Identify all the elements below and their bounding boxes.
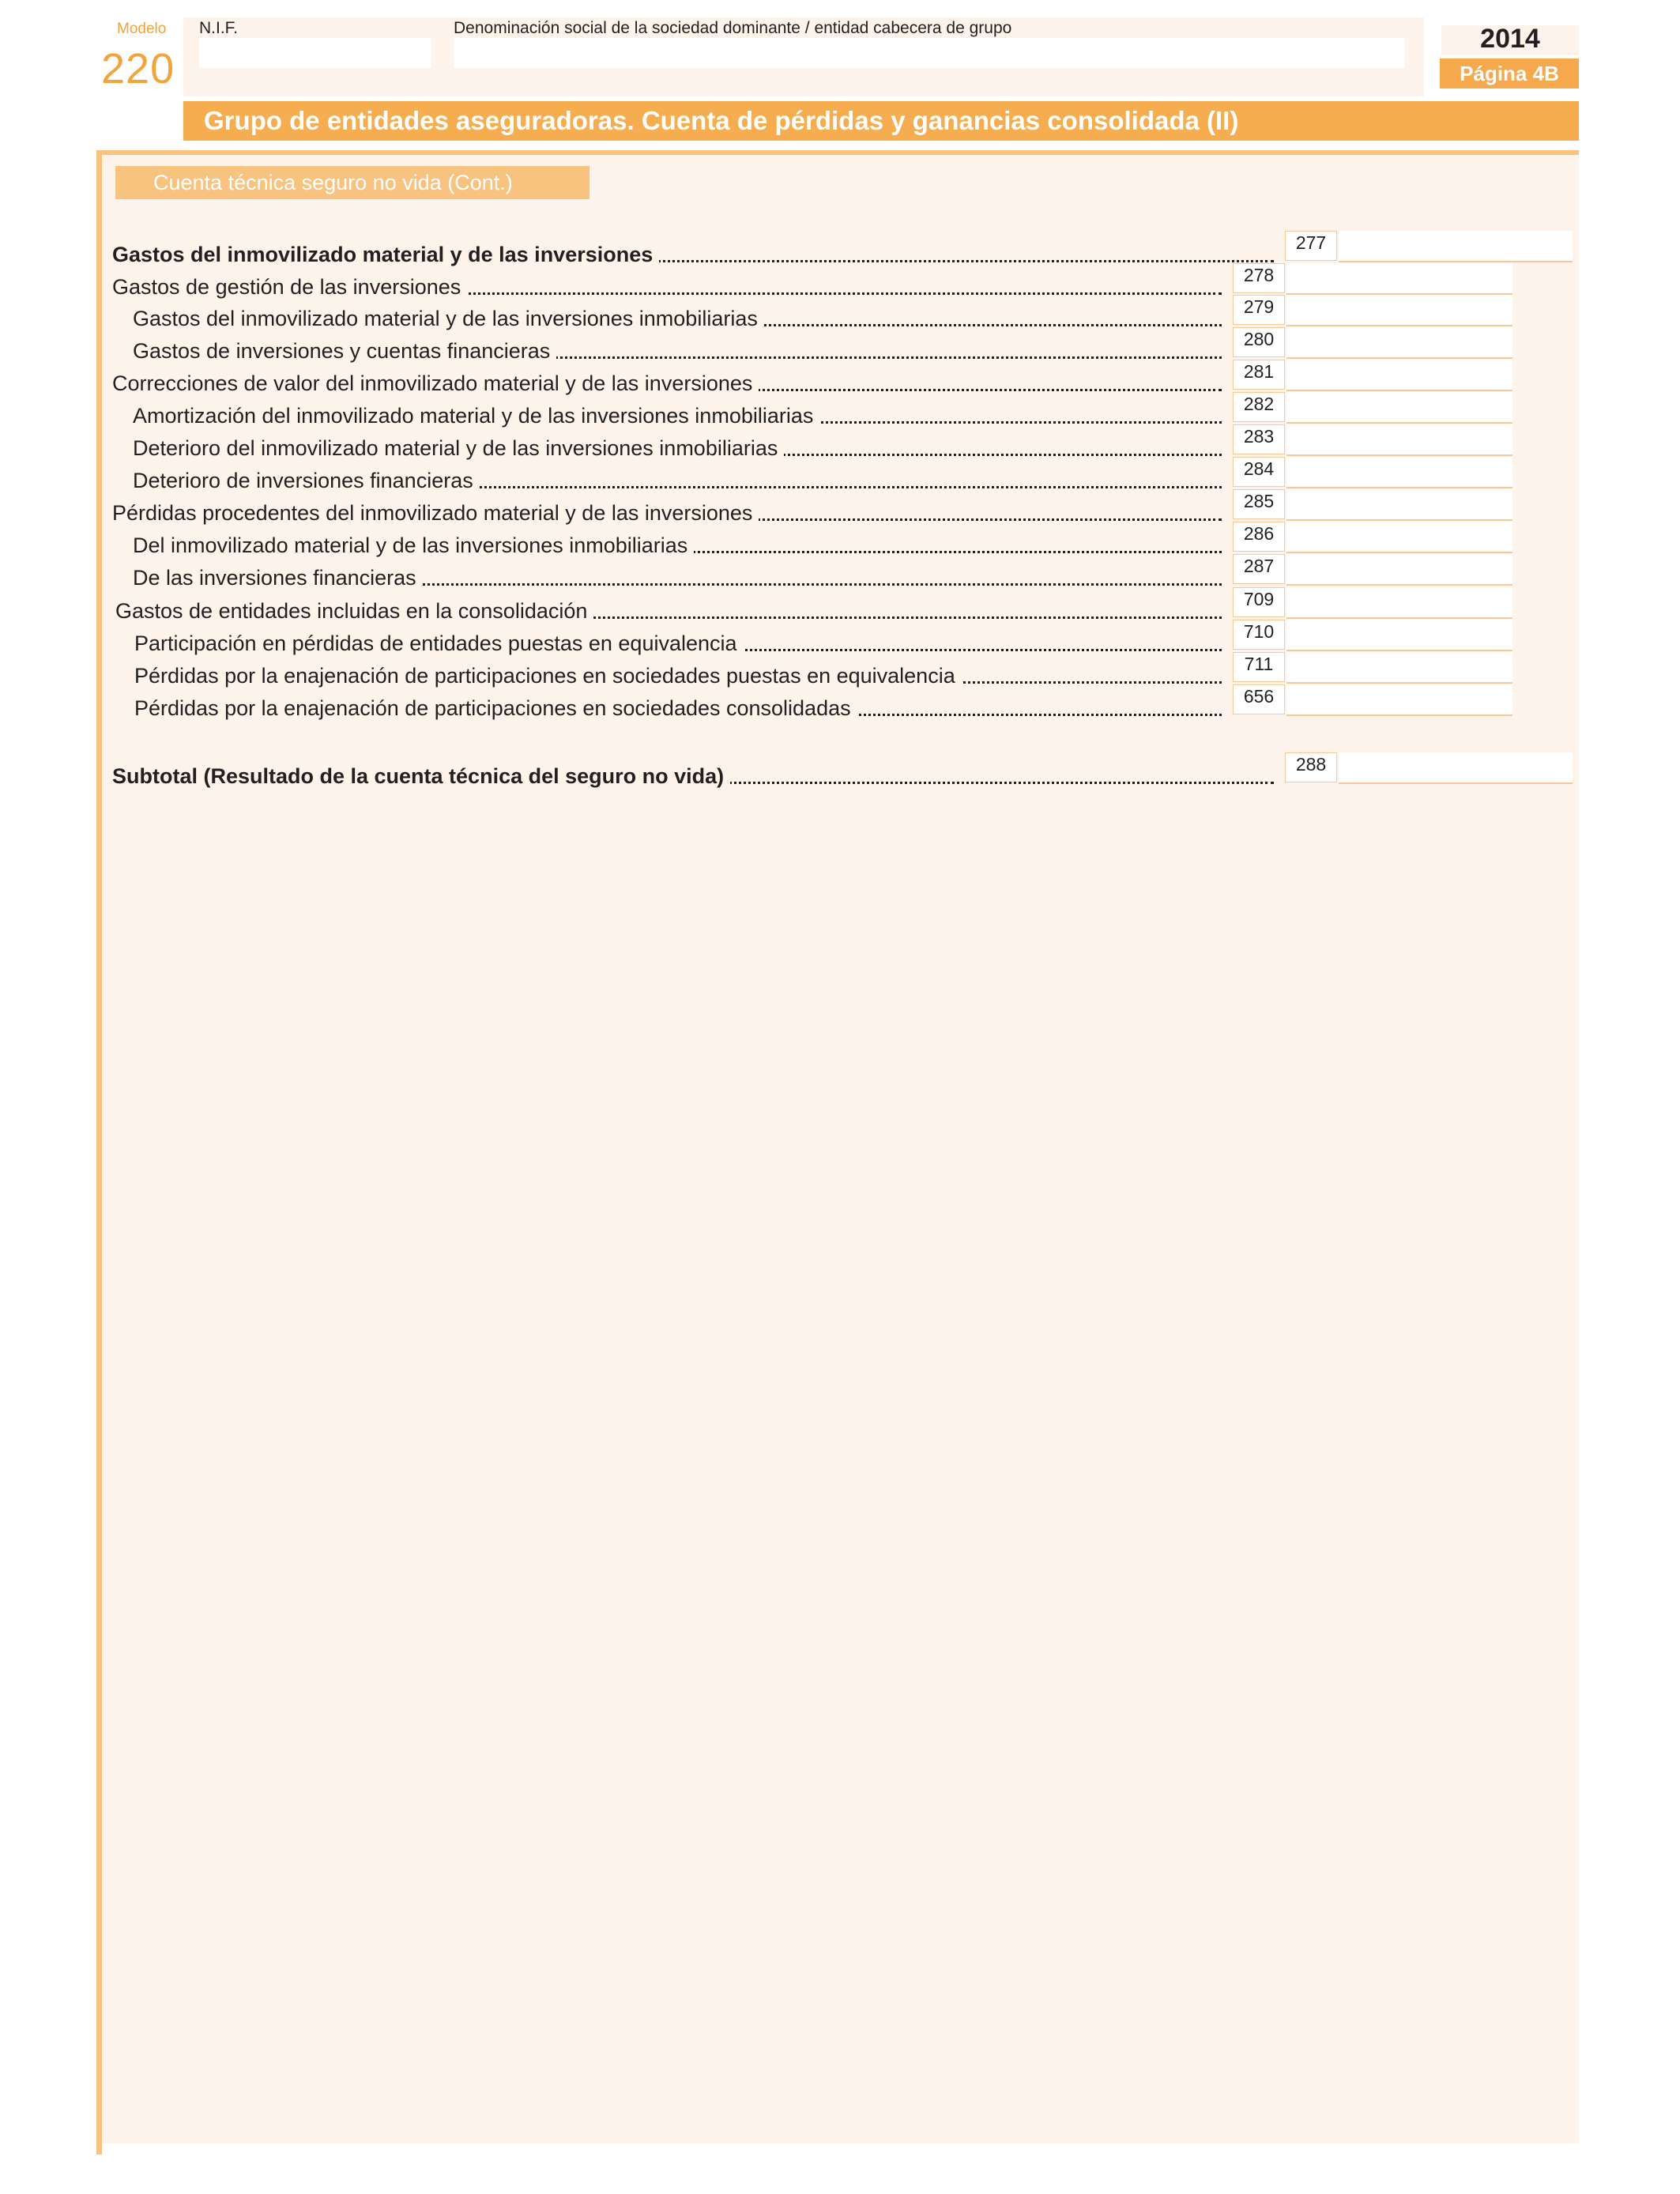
row-label-text: Gastos de inversiones y cuentas financieras	[133, 339, 556, 363]
section-heading: Cuenta técnica seguro no vida (Cont.)	[115, 166, 590, 199]
box-code-709: 709	[1233, 587, 1285, 617]
nif-label: N.I.F.	[199, 19, 239, 37]
box-code-286: 286	[1233, 522, 1285, 552]
box-code-284: 284	[1233, 457, 1285, 487]
box-code-282: 282	[1233, 392, 1285, 422]
row-label-279	[133, 303, 1222, 334]
box-code-281: 281	[1233, 360, 1285, 390]
denominacion-field[interactable]	[454, 38, 1405, 68]
value-field-283[interactable]	[1286, 424, 1512, 456]
value-field-280[interactable]	[1286, 327, 1512, 359]
value-field-656[interactable]	[1286, 684, 1512, 716]
box-code-285: 285	[1233, 489, 1285, 519]
value-field-711[interactable]	[1286, 652, 1512, 684]
row-label-text: Gastos de gestión de las inversiones	[112, 275, 467, 299]
row-label-text: Subtotal (Resultado de la cuenta técnica del seguro no vida)	[112, 764, 730, 788]
row-label-284	[133, 465, 1222, 496]
page-badge: Página 4B	[1440, 58, 1579, 89]
modelo-label: Modelo	[117, 21, 167, 37]
row-label-text: Deterioro del inmovilizado material y de las inversiones inmobiliarias	[133, 436, 784, 460]
box-code-279: 279	[1233, 295, 1285, 325]
value-field-278[interactable]	[1286, 263, 1512, 295]
left-rule	[96, 150, 102, 2154]
row-label-710	[134, 628, 1222, 659]
row-label-text: Del inmovilizado material y de las inversiones inmobiliarias	[133, 533, 694, 557]
row-label-282	[133, 400, 1222, 432]
year: 2014	[1480, 24, 1540, 54]
row-label-656	[134, 692, 1222, 724]
row-label-text: Deterioro de inversiones financieras	[133, 469, 480, 492]
box-code-277: 277	[1285, 231, 1337, 261]
value-field-281[interactable]	[1286, 360, 1512, 391]
form-title: Grupo de entidades aseguradoras. Cuenta de pérdidas y ganancias consolidada (II)	[183, 101, 1579, 141]
row-label-288	[112, 760, 1274, 792]
value-field-710[interactable]	[1286, 620, 1512, 651]
box-code-278: 278	[1233, 263, 1285, 293]
row-label-286	[133, 530, 1222, 561]
value-field-285[interactable]	[1286, 489, 1512, 521]
nif-field[interactable]	[199, 38, 431, 68]
value-field-282[interactable]	[1286, 392, 1512, 424]
box-code-288: 288	[1285, 752, 1337, 782]
row-label-280	[133, 335, 1222, 367]
value-field-287[interactable]	[1286, 554, 1512, 586]
box-code-710: 710	[1233, 620, 1285, 650]
box-code-280: 280	[1233, 327, 1285, 357]
row-label-text: Participación en pérdidas de entidades puestas en equivalencia	[134, 631, 744, 655]
row-label-278	[112, 271, 1222, 303]
row-label-text: Pérdidas por la enajenación de participaciones en sociedades puestas en equivalencia	[134, 664, 962, 688]
row-label-text: Gastos del inmovilizado material y de las inversiones	[112, 243, 659, 266]
row-label-285	[112, 497, 1222, 529]
row-label-281	[112, 368, 1222, 399]
value-field-286[interactable]	[1286, 522, 1512, 553]
value-field-709[interactable]	[1286, 587, 1512, 619]
row-label-text: Pérdidas procedentes del inmovilizado material y de las inversiones	[112, 501, 759, 525]
row-label-text: De las inversiones financieras	[133, 566, 423, 590]
row-label-277	[112, 239, 1274, 270]
denominacion-label: Denominación social de la sociedad dominante / entidad cabecera de grupo	[454, 19, 1012, 37]
modelo-number: 220	[101, 45, 175, 92]
value-field-279[interactable]	[1286, 295, 1512, 326]
value-field-288[interactable]	[1339, 752, 1573, 784]
box-code-656: 656	[1233, 684, 1285, 714]
row-label-709	[115, 595, 1222, 627]
row-label-287	[133, 562, 1222, 594]
box-code-287: 287	[1233, 554, 1285, 584]
value-field-284[interactable]	[1286, 457, 1512, 488]
row-label-283	[133, 432, 1222, 464]
row-label-text: Gastos del inmovilizado material y de las inversiones inmobiliarias	[133, 307, 764, 330]
row-label-text: Pérdidas por la enajenación de participaciones en sociedades consolidadas	[134, 696, 857, 720]
row-label-711	[134, 660, 1222, 692]
row-label-text: Correcciones de valor del inmovilizado material y de las inversiones	[112, 371, 759, 395]
box-code-711: 711	[1233, 652, 1285, 682]
row-label-text: Gastos de entidades incluidas en la consolidación	[115, 599, 593, 623]
value-field-277[interactable]	[1339, 231, 1573, 262]
box-code-283: 283	[1233, 424, 1285, 454]
row-label-text: Amortización del inmovilizado material y de las inversiones inmobiliarias	[133, 404, 819, 428]
